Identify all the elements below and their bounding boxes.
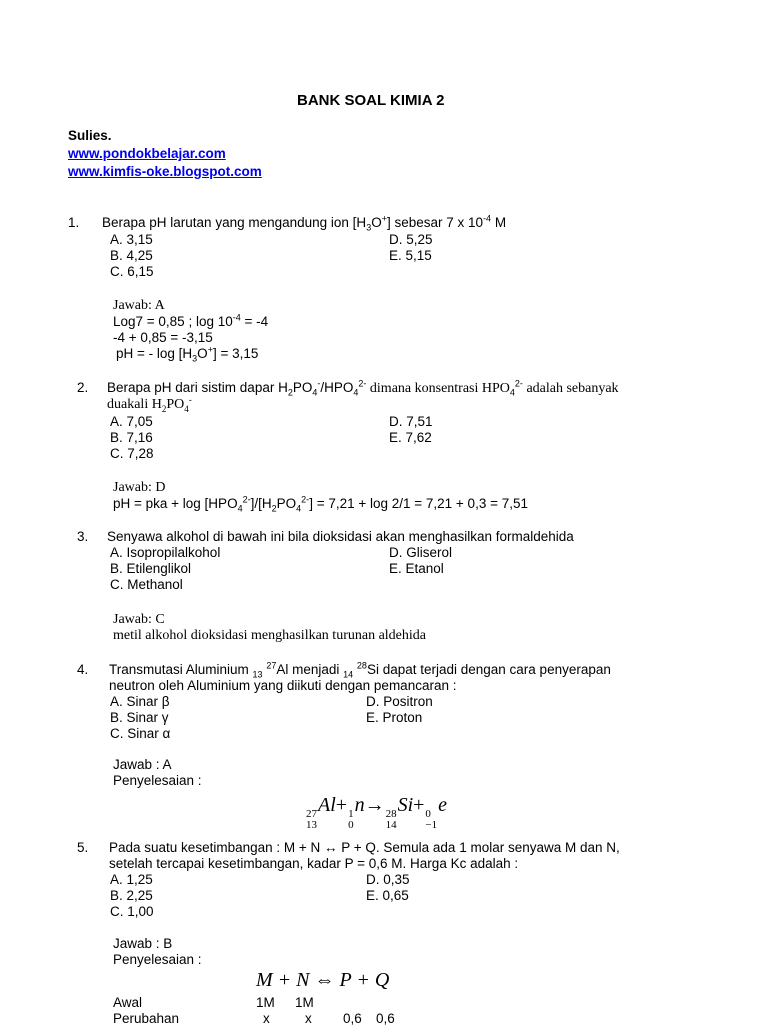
q5-option-e: E. 0,65 bbox=[366, 888, 409, 903]
q4-option-e: E. Proton bbox=[366, 710, 423, 725]
q1-option-c: C. 6,15 bbox=[110, 264, 154, 279]
q5-row-awal-m: 1M bbox=[256, 995, 275, 1010]
q5-option-c: C. 1,00 bbox=[110, 904, 154, 919]
q3-option-b: B. Etilenglikol bbox=[110, 561, 192, 576]
q5-row-perubahan-q: 0,6 bbox=[376, 1011, 395, 1026]
page-title: BANK SOAL KIMIA 2 bbox=[297, 92, 445, 109]
q4-penyelesaian: Penyelesaian : bbox=[113, 773, 202, 788]
q2-option-e: E. 7,62 bbox=[389, 430, 432, 445]
q1-option-d: D. 5,25 bbox=[389, 232, 433, 247]
question-2-text-line-1: Berapa pH dari sistim dapar $H_2PO_4^-/HPO_4^{2-}$ dimana konsentrasi $HPO_4^{2-}$ adalah sebanyak bbox=[107, 378, 619, 398]
q5-row-perubahan-p: 0,6 bbox=[343, 1011, 362, 1026]
q1-option-b: B. 4,25 bbox=[110, 248, 153, 263]
question-5-text-line-1: Pada suatu kesetimbangan : M + N ↔ P + Q. Semula ada 1 molar senyawa M dan N, bbox=[109, 840, 620, 855]
q1-answer: Jawab: A bbox=[113, 298, 165, 313]
q3-solution: metil alkohol dioksidasi menghasilkan turunan aldehida bbox=[113, 628, 426, 643]
q5-row-perubahan-n: x bbox=[305, 1011, 312, 1026]
q1-solution-line-3: pH = - $\log [H_3O^+] = 3,15$ bbox=[116, 344, 259, 364]
q2-solution: pH = pka + $\log [HPO_4^{2-}]/[H_2PO_4^{2-}] = 7,21 + \log 2/1 = 7,21 + 0,3 = 7,51$ bbox=[113, 494, 528, 514]
q5-row-perubahan-m: x bbox=[263, 1011, 270, 1026]
question-2-number: 2. bbox=[77, 380, 89, 395]
q1-solution-line-2: -4 + 0,85 = -3,15 bbox=[113, 330, 213, 345]
q5-row-perubahan-label: Perubahan bbox=[113, 1011, 180, 1026]
question-3-text: Senyawa alkohol di bawah ini bila dioksidasi akan menghasilkan formaldehida bbox=[107, 529, 574, 544]
question-4-text-line-2: neutron oleh Aluminium yang diikuti dengan pemancaran : bbox=[109, 678, 457, 693]
link-kimfis-oke[interactable]: www.kimfis-oke.blogspot.com bbox=[68, 164, 262, 179]
q2-answer: Jawab: D bbox=[113, 480, 166, 495]
q5-answer: Jawab : B bbox=[113, 936, 173, 951]
q4-option-b: B. Sinar γ bbox=[110, 710, 169, 725]
q4-nuclear-equation: 27 13 Al+ 1 0 n→ 28 14 Si+ 0 −1 e bbox=[306, 794, 448, 831]
q3-option-a: A. Isopropilalkohol bbox=[110, 545, 221, 560]
q3-answer: Jawab: C bbox=[113, 612, 165, 627]
q3-option-c: C. Methanol bbox=[110, 577, 183, 592]
q1-option-e: E. 5,15 bbox=[389, 248, 432, 263]
q4-answer: Jawab : A bbox=[113, 757, 172, 772]
q5-option-d: D. 0,35 bbox=[366, 872, 410, 887]
q5-equilibrium-equation: M + N ⇔ P + Q bbox=[256, 969, 390, 991]
q4-option-a: A. Sinar β bbox=[110, 694, 170, 709]
q2-option-d: D. 7,51 bbox=[389, 414, 433, 429]
q5-row-awal-label: Awal bbox=[113, 995, 143, 1010]
q2-option-c: C. 7,28 bbox=[110, 446, 154, 461]
question-4-text-line-1: Transmutasi Aluminium $_{13}$ $^{27}$Al menjadi $_{14}$ $^{28}$Si dapat terjadi dengan cara penyerapan bbox=[109, 660, 611, 680]
q2-option-b: B. 7,16 bbox=[110, 430, 153, 445]
question-5-number: 5. bbox=[77, 840, 89, 855]
q4-option-c: C. Sinar α bbox=[110, 726, 171, 741]
question-5-text-line-2: setelah tercapai kesetimbangan, kadar P = 0,6 M. Harga Kc adalah : bbox=[109, 856, 519, 871]
q2-option-a: A. 7,05 bbox=[110, 414, 153, 429]
author-name: Sulies. bbox=[68, 128, 112, 143]
q3-option-d: D. Gliserol bbox=[389, 545, 453, 560]
question-1-text: Berapa pH larutan yang mengandung ion $[H_3O^+]$ sebesar 7 x $10^{-4}$ M bbox=[102, 213, 507, 233]
q5-option-a: A. 1,25 bbox=[110, 872, 153, 887]
question-4-number: 4. bbox=[77, 662, 89, 677]
link-pondokbelajar[interactable]: www.pondokbelajar.com bbox=[68, 146, 226, 161]
q5-penyelesaian: Penyelesaian : bbox=[113, 952, 202, 967]
q5-row-awal-n: 1M bbox=[295, 995, 314, 1010]
q5-option-b: B. 2,25 bbox=[110, 888, 153, 903]
question-3-number: 3. bbox=[77, 529, 89, 544]
q3-option-e: E. Etanol bbox=[389, 561, 444, 576]
q1-solution-line-1: Log7 = 0,85 ; $\log 10^{-4} = -4$ bbox=[113, 312, 269, 329]
question-2-text-line-2: duakali $H_2PO_4^-$ bbox=[107, 394, 192, 414]
q1-option-a: A. 3,15 bbox=[110, 232, 153, 247]
question-1-number: 1. bbox=[68, 215, 80, 230]
q4-option-d: D. Positron bbox=[366, 694, 433, 709]
